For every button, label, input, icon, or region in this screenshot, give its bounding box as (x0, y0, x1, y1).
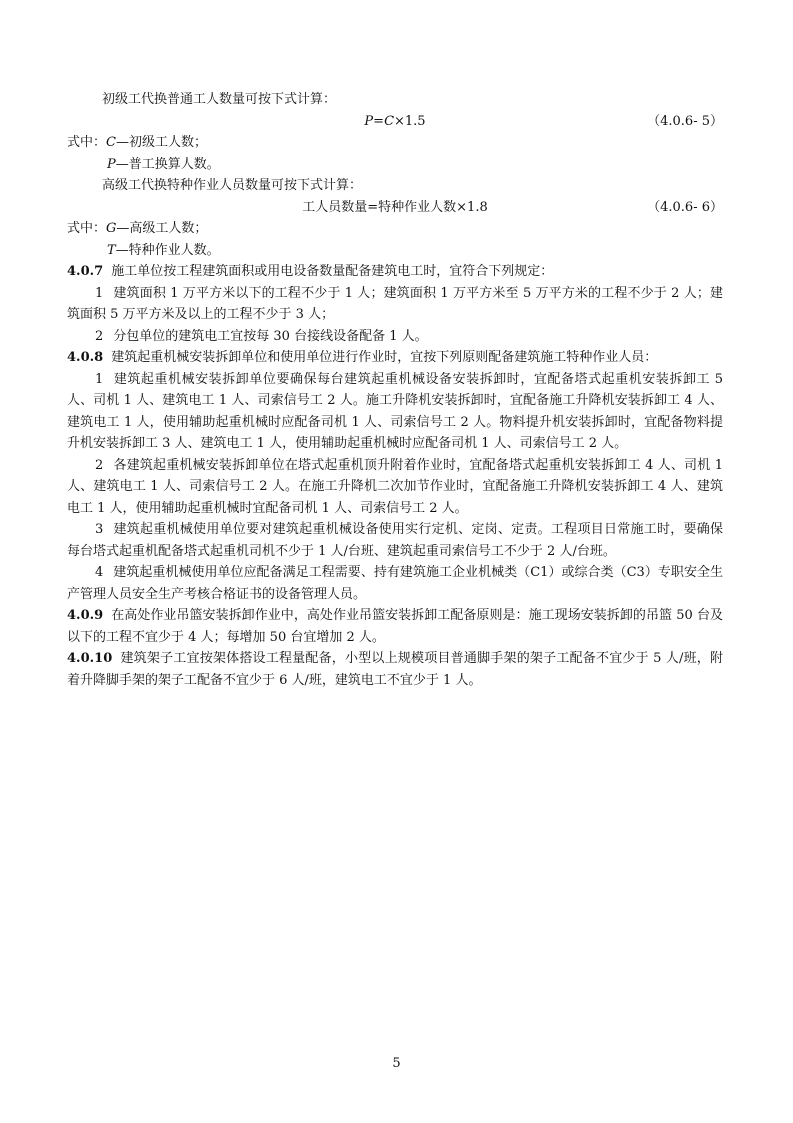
where-desc: —高级工人数； (116, 221, 208, 236)
clause-number: 4.0.10 (67, 651, 113, 666)
intro-senior-worker: 高级工代换特种作业人员数量可按下式计算： (102, 178, 363, 193)
clause-number: 4.0.8 (67, 350, 104, 365)
formula-var-c: C (384, 113, 395, 129)
item-text: 分包单位的建筑电工宜按每 30 台接线设备配备 1 人。 (113, 328, 428, 344)
clause-text: 建筑起重机械安装拆卸单位和使用单位进行作业时，宜按下列原则配备建筑施工特种作业人员： (111, 350, 658, 365)
formula-equals: = (373, 113, 385, 129)
clause-4-0-9 (67, 605, 723, 648)
formula-expression: 工人员数量=特种作业人数×1.8 (302, 199, 488, 215)
item-number: 2 (95, 457, 104, 473)
clause-number: 4.0.7 (67, 264, 104, 279)
where-desc: —普工换算人数。 (115, 156, 220, 172)
item-number: 1 (95, 285, 104, 301)
item-text: 建筑起重机械使用单位要对建筑起重机械设备使用实行定机、定岗、定责。工程项目日常施工时，要确保每台塔式起重机配备塔式起重机司机不少于 1 人/台班、建筑起重司索信号工不少于 2 人/台班。 (67, 522, 723, 559)
where-line-c (67, 132, 723, 154)
item-text: 建筑起重机械安装拆卸单位要确保每台建筑起重机械设备安装拆卸时，宜配备塔式起重机安装拆卸工 5 人、司机 1 人、建筑电工 1 人、司索信号工 2 人。施工升降机安装拆卸时，宜配备施工升降机安装拆卸工 4 人、建筑电工 1 人，使用辅助起重机械时应配备司机 1 人、司索信号工 2 人。物料提升机安装拆卸时，宜配备物料提升机安装拆卸工 3 人、建筑电工 1 人，使用辅助起重机械时应配备司机 1 人、司索信号工 2 人。 (67, 371, 723, 451)
where-line-t (67, 240, 723, 262)
clause-text: 施工单位按工程建筑面积或用电设备数量配备建筑电工时，宜符合下列规定： (111, 264, 554, 279)
equation-number: （4.0.6- 5） (647, 113, 723, 129)
formula-4-0-6-6 (67, 197, 723, 219)
formula-4-0-6-5 (67, 111, 723, 133)
clause-text: 在高处作业吊篮安装拆卸作业中，高处作业吊篮安装拆卸工配备原则是：施工现场安装拆卸的吊篮 50 台及以下的工程不宜少于 4 人；每增加 50 台宜增加 2 人。 (67, 608, 723, 645)
item-number: 2 (95, 328, 104, 344)
where-var: G (106, 221, 117, 236)
where-line-p (67, 154, 723, 176)
clause-4-0-7-item-2 (67, 326, 723, 348)
item-text: 建筑面积 1 万平方米以下的工程不少于 1 人；建筑面积 1 万平方米至 5 万平方米的工程不少于 2 人；建筑面积 5 万平方米及以上的工程不少于 3 人； (67, 285, 723, 322)
item-text: 建筑起重机械使用单位应配备满足工程需要、持有建筑施工企业机械类（C1）或综合类（C3）专职安全生产管理人员安全生产考核合格证书的设备管理人员。 (67, 565, 723, 602)
clause-4-0-8-item-1 (67, 369, 723, 455)
where-var: P (107, 156, 116, 172)
intro-initial-worker: 初级工代换普通工人数量可按下式计算： (102, 92, 337, 107)
clause-4-0-7 (67, 261, 723, 283)
item-number: 3 (95, 522, 104, 537)
clause-4-0-7-item-1 (67, 283, 723, 326)
clause-number: 4.0.9 (67, 608, 104, 623)
clause-4-0-10 (67, 648, 723, 691)
where-prefix: 式中： (67, 135, 107, 150)
where-line-g (67, 218, 723, 240)
clause-4-0-8-item-3 (67, 519, 723, 562)
formula-var-p: P (364, 113, 374, 129)
equation-number: （4.0.6- 6） (647, 199, 723, 215)
document-body (67, 89, 723, 691)
where-var: T (107, 242, 116, 258)
item-number: 4 (95, 565, 104, 580)
clause-4-0-8 (67, 347, 723, 369)
item-number: 1 (95, 371, 104, 387)
page-number: 5 (392, 1056, 401, 1071)
formula-multiplier: ×1.5 (394, 113, 426, 129)
where-desc: —初级工人数； (115, 135, 207, 150)
clause-text: 建筑架子工宜按架体搭设工程量配备，小型以上规模项目普通脚手架的架子工配备不宜少于 5 人/班，附着升降脚手架的架子工配备不宜少于 6 人/班，建筑电工不宜少于 1 人。 (67, 651, 723, 688)
where-desc: —特种作业人数。 (115, 242, 220, 258)
formula-expression (67, 111, 723, 133)
clause-4-0-8-item-2 (67, 455, 723, 520)
clause-4-0-8-item-4 (67, 562, 723, 605)
item-text: 各建筑起重机械安装拆卸单位在塔式起重机顶升附着作业时，宜配备塔式起重机安装拆卸工 4 人、司机 1 人、建筑电工 1 人、司索信号工 2 人。在施工升降机二次加节作业时，宜配备施工升降机安装拆卸工 4 人、建筑电工 1 人，使用辅助起重机械时宜配备司机 1 人、司索信号工 2 人。 (67, 457, 723, 516)
where-prefix: 式中： (67, 221, 107, 236)
where-var: C (106, 135, 116, 150)
